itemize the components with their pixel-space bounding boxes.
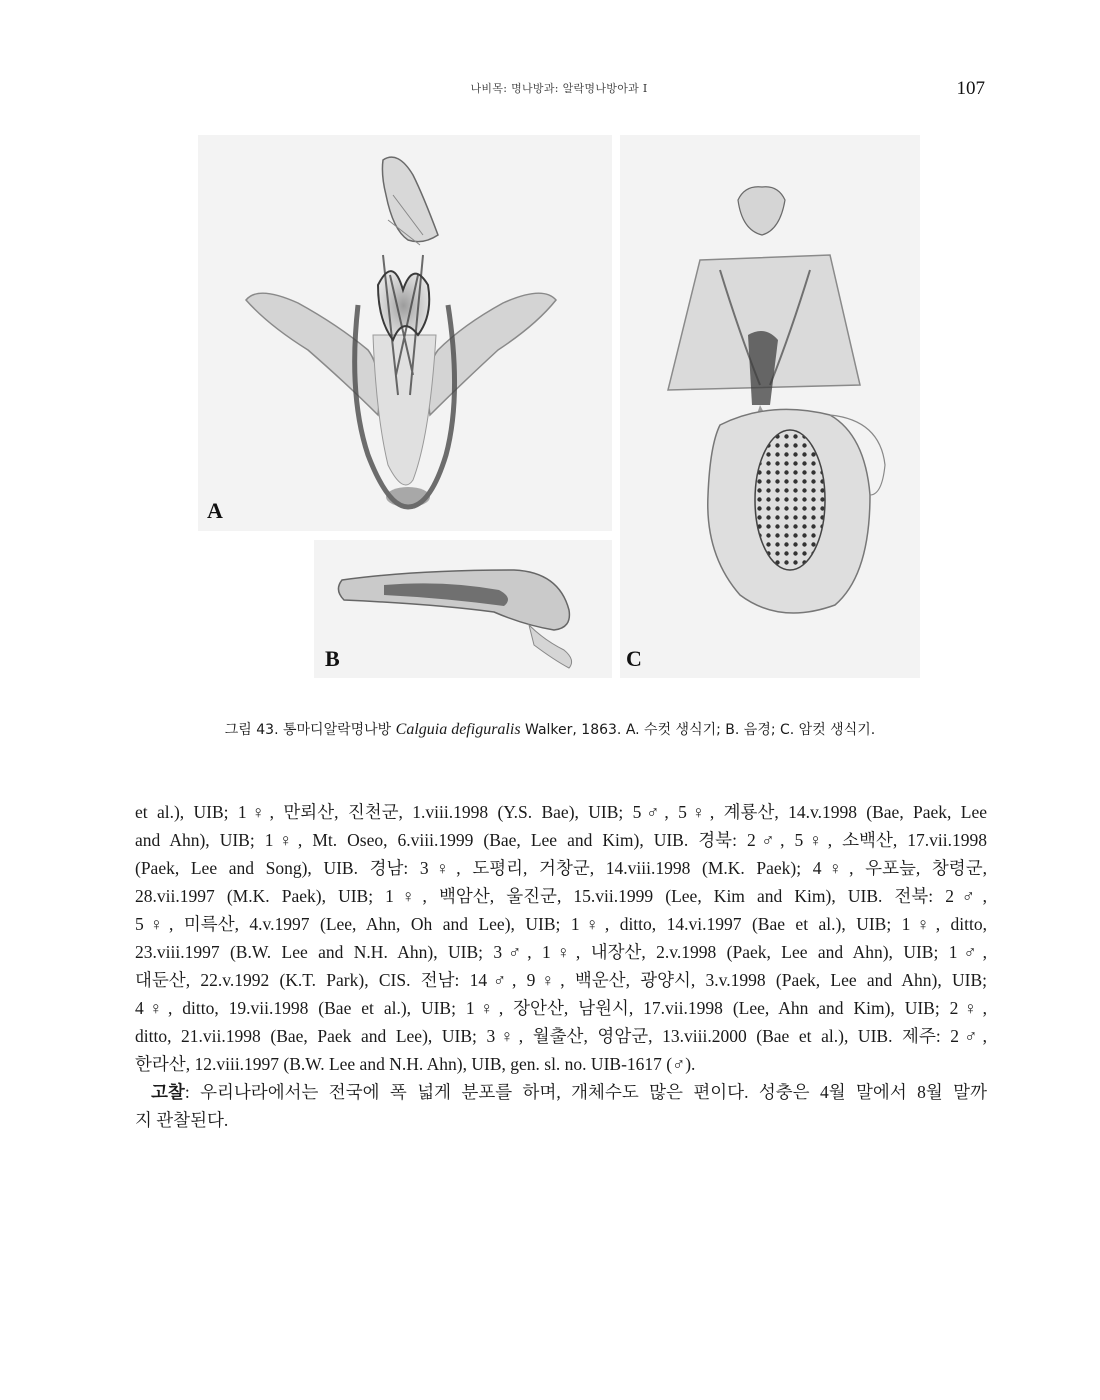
running-head-title: 나비목: 명나방과: 알락명나방아과 I xyxy=(470,82,648,95)
remark-text-continued: 지 관찰된다. xyxy=(135,1110,229,1130)
specimen-records xyxy=(135,798,987,1134)
text-line: 대둔산, 22.v.1992 (K.T. Park), CIS. 전남: 14♂, 9♀, 백운산, 광양시, 3.v.1998 (Paek, Lee and Ahn), UIB; xyxy=(135,970,987,990)
page-number: 107 xyxy=(956,78,985,99)
text-line: et al.), UIB; 1♀, 만뢰산, 진천군, 1.viii.1998 (Y.S. Bae), UIB; 5♂, 5♀, 계룡산, 14.v.1998 (Bae, Paek, Lee xyxy=(135,802,987,822)
text-line: (Paek, Lee and Song), UIB. 경남: 3♀, 도평리, 거창군, 14.viii.1998 (M.K. Paek); 4♀, 우포늪, 창령군, xyxy=(135,858,987,878)
figure-panel-a xyxy=(198,135,612,531)
remark-paragraph xyxy=(135,1078,987,1106)
figure-panel-b xyxy=(314,540,612,678)
text-line: and Ahn), UIB; 1♀, Mt. Oseo, 6.viii.1999 (Bae, Lee and Kim), UIB. 경북: 2♂, 5♀, 소백산, 17.vii.1998 xyxy=(135,830,987,850)
caption-author-legend: Walker, 1863. A. 수컷 생식기; B. 음경; C. 암컷 생식기. xyxy=(520,722,876,738)
text-line: 4♀, ditto, 19.vii.1998 (Bae et al.), UIB; 1♀, 장안산, 남원시, 17.vii.1998 (Lee, Ahn and Kim), UIB; 2♀, xyxy=(135,998,987,1018)
text-line: 28.vii.1997 (M.K. Paek), UIB; 1♀, 백암산, 울진군, 15.vii.1999 (Lee, Kim and Kim), UIB. 전북: 2♂, xyxy=(135,886,987,906)
caption-prefix: 그림 43. 통마디알락명나방 xyxy=(224,722,396,738)
aedeagus-illustration xyxy=(314,540,612,678)
remark-label: 고찰 xyxy=(151,1082,185,1102)
text-line: 23.viii.1997 (B.W. Lee and N.H. Ahn), UIB; 3♂, 1♀, 내장산, 2.v.1998 (Paek, Lee and Ahn), UIB; 1♂, xyxy=(135,942,987,962)
female-genitalia-illustration xyxy=(620,135,920,678)
remark-text: : 우리나라에서는 전국에 폭 넓게 분포를 하며, 개체수도 많은 편이다. 성충은 4월 말에서 8월 말까 xyxy=(184,1082,987,1102)
panel-label-b: B xyxy=(325,646,340,671)
caption-species-name: Calguia defiguralis xyxy=(395,721,521,738)
text-line: 한라산, 12.viii.1997 (B.W. Lee and N.H. Ahn), UIB, gen. sl. no. UIB-1617 (♂). xyxy=(135,1054,696,1074)
panel-label-c: C xyxy=(626,646,642,671)
male-genitalia-illustration xyxy=(198,135,612,531)
running-head xyxy=(0,78,1100,102)
panel-label-a: A xyxy=(207,498,223,523)
figure-panel-c xyxy=(620,135,920,678)
figure-caption xyxy=(0,719,1100,739)
text-line: ditto, 21.vii.1998 (Bae, Paek and Lee), UIB; 3♀, 월출산, 영암군, 13.viii.2000 (Bae et al.), UIB. 제주: 2♂, xyxy=(135,1026,987,1046)
text-line: 5♀, 미륵산, 4.v.1997 (Lee, Ahn, Oh and Lee), UIB; 1♀, ditto, 14.vi.1997 (Bae et al.), UIB; 1♀, ditto, xyxy=(135,914,987,934)
